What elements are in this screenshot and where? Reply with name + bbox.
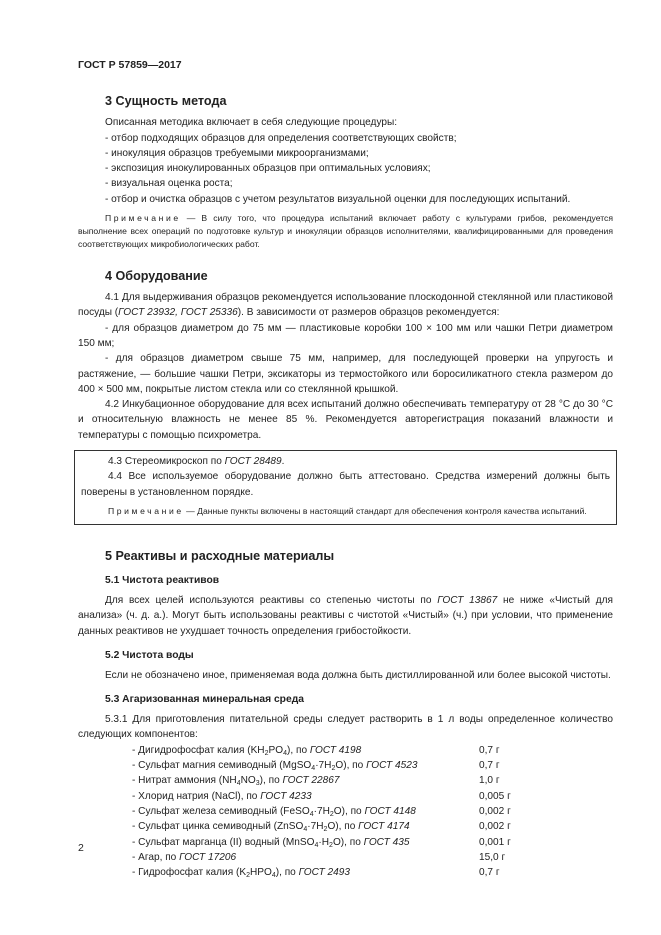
para-5-3-1: 5.3.1 Для приготовления питательной среды следует растворить в 1 л воды определенное количество следующих компонентов: bbox=[78, 714, 613, 741]
framed-block bbox=[74, 450, 617, 525]
subscript: 2 bbox=[329, 810, 334, 818]
subscript: 2 bbox=[246, 872, 250, 880]
para-4-2: 4.2 Инкубационное оборудование для всех испытаний должно обеспечивать температуру от 28 °С до 30 °С и относительную влажность не менее 85 %. Рекомендуется авторегистрация показаний влажности и температуры с помощью психрометра. bbox=[78, 399, 613, 441]
component-name bbox=[132, 835, 479, 850]
component-row bbox=[78, 835, 613, 850]
standard-reference: ГОСТ 22867 bbox=[282, 775, 340, 787]
standard-reference: ГОСТ 435 bbox=[363, 836, 410, 848]
text-segment: - Хлорид натрия (NaCl), по bbox=[132, 790, 261, 802]
section-4-title: 4 Оборудование bbox=[105, 269, 208, 284]
component-name bbox=[132, 865, 479, 880]
page-number: 2 bbox=[78, 842, 84, 854]
para-4-3 bbox=[81, 454, 610, 469]
component-row bbox=[78, 804, 613, 819]
standard-reference: ГОСТ 2493 bbox=[298, 867, 350, 879]
subscript: 2 bbox=[323, 826, 328, 834]
standard-reference: ГОСТ 13867 bbox=[437, 594, 498, 606]
text-segment: Для всех целей используются реактивы со степенью чистоты по bbox=[105, 594, 438, 606]
component-name bbox=[132, 819, 479, 834]
text-segment: ·7H bbox=[315, 760, 332, 772]
subscript: 4 bbox=[311, 765, 316, 773]
standard-reference: ГОСТ 28489 bbox=[224, 456, 282, 468]
para-4-1-a: - для образцов диаметром до 75 мм — пластиковые коробки 100 × 100 мм или чашки Петри диаметром 150 мм; bbox=[78, 322, 613, 349]
subscript: 4 bbox=[303, 826, 308, 834]
component-amount: 0,7 г bbox=[479, 744, 500, 756]
list-item: - отбор подходящих образцов для определения соответствующих свойств; bbox=[105, 132, 457, 144]
standard-reference: ГОСТ 4198 bbox=[309, 744, 362, 756]
para-5-1 bbox=[78, 593, 613, 639]
text-segment: - Сульфат цинка семиводный (ZnSO bbox=[132, 821, 304, 833]
component-amount: 0,002 г bbox=[479, 821, 511, 833]
note-label: Примечание bbox=[105, 213, 181, 224]
text-segment: - Нитрат аммония (NH bbox=[132, 775, 237, 787]
para-4-4: 4.4 Все используемое оборудование должно быть аттестовано. Средства измерений должны быть поверены в установленном порядке. bbox=[81, 471, 610, 498]
text-segment: ), по bbox=[259, 775, 283, 787]
note-label: Примечание bbox=[108, 505, 184, 516]
document-page bbox=[78, 58, 613, 880]
component-row bbox=[78, 773, 613, 788]
components-list bbox=[78, 743, 613, 881]
section-5-2-title: 5.2 Чистота воды bbox=[105, 649, 194, 661]
text-segment: - Сульфат железа семиводный (FeSO bbox=[132, 805, 310, 817]
component-amount: 0,7 г bbox=[479, 760, 500, 772]
text-segment: не ниже «Чистый для анализа» (ч. д. а.). Могут быть использованы реактивы с чистотой «Чистый» (ч.) при условии, что применение данных реактивов не ухудшает точность определения грибостойкости. bbox=[78, 594, 613, 637]
standard-reference: ГОСТ 17206 bbox=[179, 851, 237, 863]
note-text: — Данные пункты включены в настоящий стандарт для обеспечения контроля качества испытаний. bbox=[183, 505, 587, 516]
component-row bbox=[78, 789, 613, 804]
text-segment: O), по bbox=[333, 805, 365, 817]
text-segment: ), по bbox=[287, 744, 310, 756]
list-item: - отбор и очистка образцов с учетом результатов визуальной оценки для последующих испытаний. bbox=[105, 193, 571, 205]
text-segment: ·7H bbox=[313, 805, 330, 817]
document-header: ГОСТ Р 57859—2017 bbox=[78, 59, 182, 71]
text-segment: O), по bbox=[335, 760, 367, 772]
standard-reference: ГОСТ 23932, ГОСТ 25336 bbox=[118, 307, 238, 319]
text-segment: - Сульфат магния семиводный (MgSO bbox=[132, 760, 312, 772]
standard-reference: ГОСТ 4523 bbox=[366, 760, 418, 772]
subscript: 4 bbox=[271, 872, 276, 880]
para-4-1-b: - для образцов диаметром свыше 75 мм, например, для последующей проверки на упругость и растяжение, — большие чашки Петри, эксикаторы из термостойкого или боросиликатного стекла размером до 400 × 500 мм, покрытые листом стекла или со стеклянной крышкой. bbox=[78, 353, 613, 395]
component-name bbox=[132, 743, 479, 758]
component-name bbox=[132, 850, 479, 865]
text-segment: O), по bbox=[332, 836, 364, 848]
component-row bbox=[78, 819, 613, 834]
component-row bbox=[78, 743, 613, 758]
procedure-list bbox=[78, 131, 613, 207]
subscript: 2 bbox=[329, 841, 333, 849]
subscript: 4 bbox=[314, 841, 319, 849]
text-segment: . bbox=[281, 456, 285, 468]
text-segment: O), по bbox=[327, 821, 359, 833]
standard-reference: ГОСТ 4233 bbox=[260, 790, 312, 802]
component-name bbox=[132, 804, 479, 819]
section-3-note bbox=[78, 212, 613, 251]
text-segment: ). В зависимости от размеров образцов рекомендуется: bbox=[237, 307, 500, 319]
component-amount: 1,0 г bbox=[479, 775, 500, 787]
component-name bbox=[132, 789, 479, 804]
section-5-3-title: 5.3 Агаризованная минеральная среда bbox=[105, 694, 304, 706]
text-segment: ), по bbox=[275, 867, 299, 879]
section-3-intro: Описанная методика включает в себя следующие процедуры: bbox=[105, 117, 398, 129]
section-5-1-title: 5.1 Чистота реактивов bbox=[105, 574, 220, 586]
text-segment: ·7H bbox=[307, 821, 324, 833]
standard-reference: ГОСТ 4174 bbox=[358, 821, 410, 833]
text-segment: - Гидрофосфат калия (K bbox=[132, 867, 247, 879]
component-amount: 0,005 г bbox=[479, 790, 511, 802]
text-segment: 4.1 Для выдерживания образцов рекомендуется использование плоскодонной стеклянной или пластиковой посуды ( bbox=[78, 292, 613, 319]
component-amount: 0,7 г bbox=[479, 867, 500, 879]
component-row bbox=[78, 865, 613, 880]
subscript: 4 bbox=[309, 810, 314, 818]
component-name bbox=[132, 758, 479, 773]
standard-reference: ГОСТ 4148 bbox=[364, 805, 416, 817]
list-item: - визуальная оценка роста; bbox=[105, 178, 233, 190]
text-segment: HPO bbox=[249, 867, 272, 879]
section-5-title: 5 Реактивы и расходные материалы bbox=[105, 548, 335, 563]
text-segment: - Сульфат марганца (II) водный (MnSO bbox=[132, 836, 315, 848]
subscript: 2 bbox=[331, 765, 336, 773]
subscript: 3 bbox=[255, 780, 260, 788]
list-item: - экспозиция инокулированных образцов при оптимальных условиях; bbox=[105, 163, 431, 175]
text-segment: - Дигидрофосфат калия (KH bbox=[132, 744, 265, 756]
subscript: 4 bbox=[236, 780, 241, 788]
subscript: 2 bbox=[264, 749, 269, 757]
para-5-2: Если не обозначено иное, применяемая вода должна быть дистиллированной или более высокой чистоты. bbox=[105, 669, 611, 681]
component-amount: 0,002 г bbox=[479, 805, 511, 817]
component-name bbox=[132, 773, 479, 788]
section-4-note bbox=[81, 505, 610, 518]
text-segment: 4.3 Стереомикроскоп по bbox=[108, 456, 225, 468]
note-text: — В силу того, что процедура испытаний включает работу с культурами грибов, рекомендуется выполнение всех операций по подготовке культур и инокуляции образцов исполнителями, квалифицированными для проведения соответствующих микробиологических работ. bbox=[78, 213, 613, 250]
text-segment: ·H bbox=[318, 836, 330, 848]
subscript: 4 bbox=[283, 749, 288, 757]
component-row bbox=[78, 758, 613, 773]
text-segment: - Агар, по bbox=[132, 851, 180, 863]
component-amount: 15,0 г bbox=[479, 851, 506, 863]
text-segment: PO bbox=[268, 744, 284, 756]
component-row bbox=[78, 850, 613, 865]
component-amount: 0,001 г bbox=[479, 836, 511, 848]
section-3-title: 3 Сущность метода bbox=[105, 94, 227, 109]
text-segment: NO bbox=[240, 775, 256, 787]
para-4-1 bbox=[78, 290, 613, 321]
list-item: - инокуляция образцов требуемыми микроорганизмами; bbox=[105, 147, 369, 159]
